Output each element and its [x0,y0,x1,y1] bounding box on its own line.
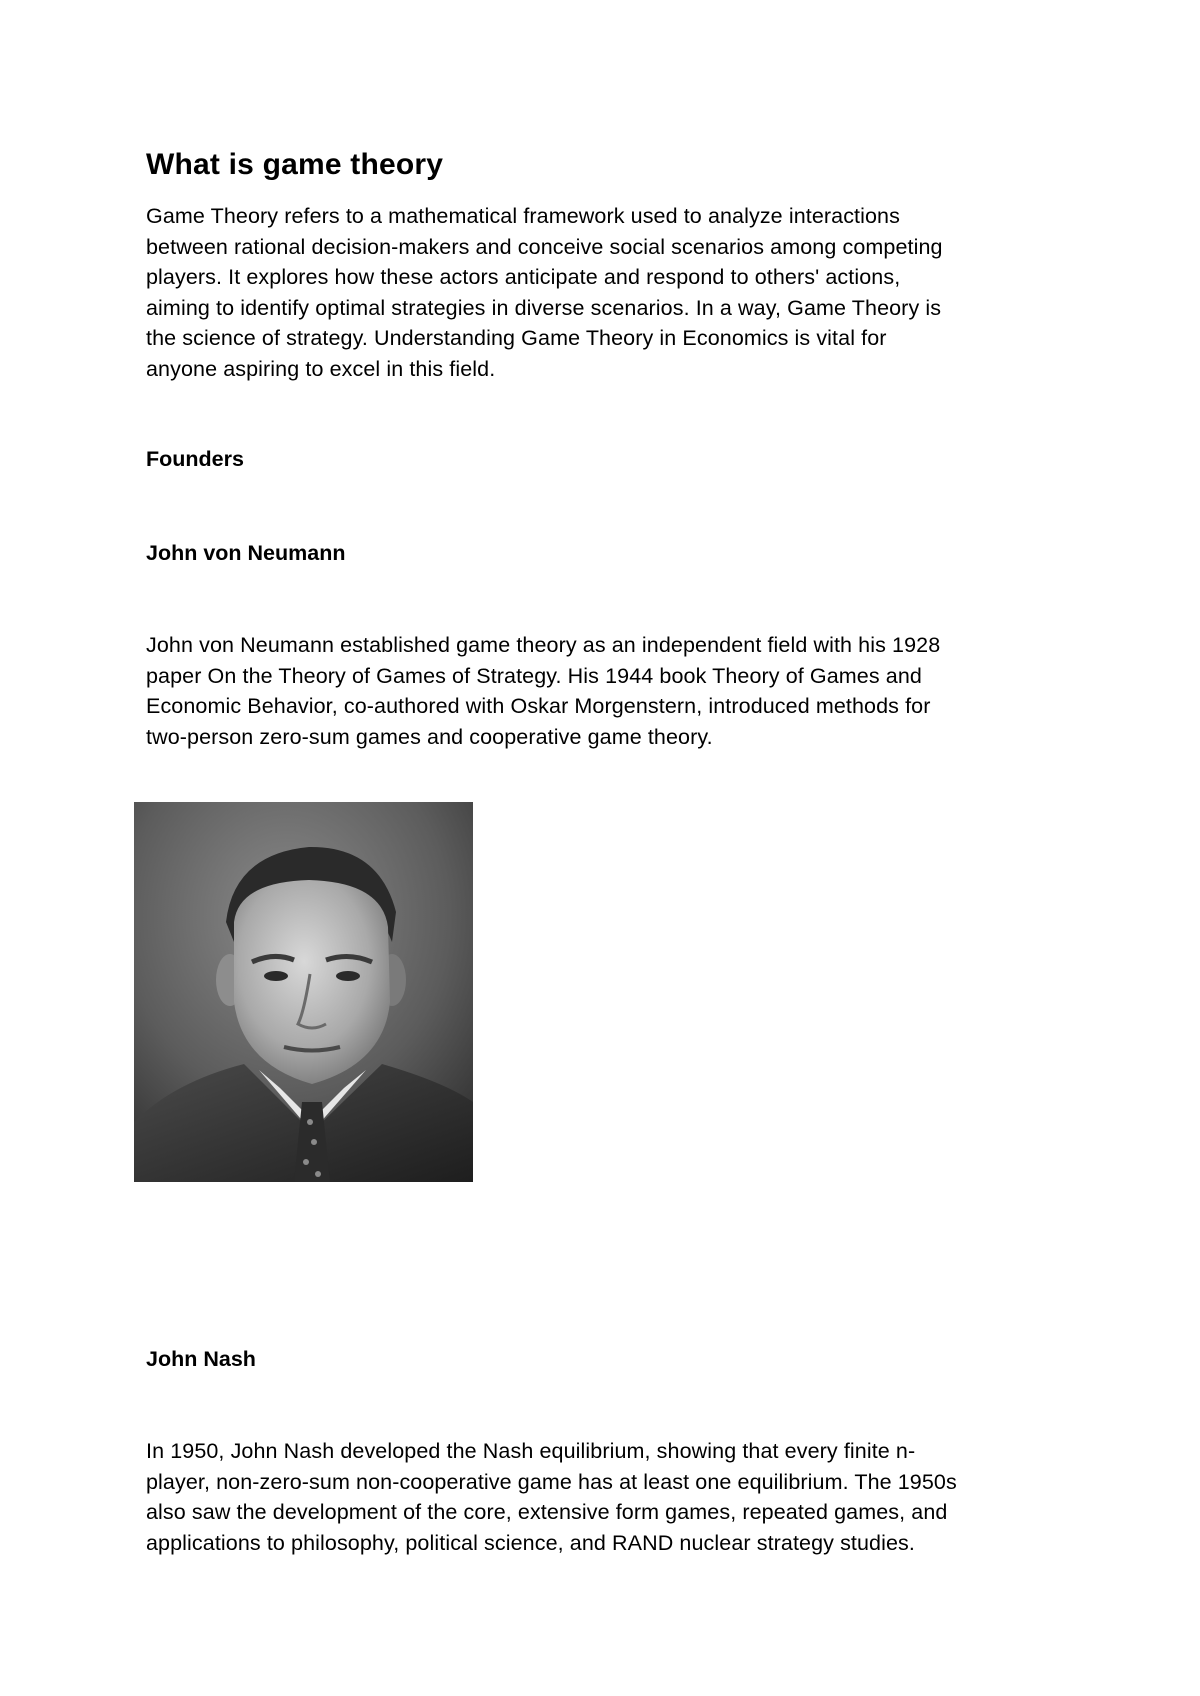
intro-line: players. It explores how these actors anticipate and respond to others' actions, [146,265,901,289]
intro-line: anyone aspiring to excel in this field. [146,356,496,381]
neumann-heading: John von Neumann [146,541,346,565]
neumann-line: paper On the Theory of Games of Strategy. His 1944 book Theory of Games and [146,663,922,688]
nash-line: player, non-zero-sum non-cooperative game has at least one equilibrium. The 1950s [146,1469,957,1494]
founders-heading: Founders [146,447,244,471]
intro-paragraph [146,201,1046,384]
intro-line: between rational decision-makers and conceive social scenarios among competing [146,234,943,259]
nash-line: applications to philosophy, political science, and RAND nuclear strategy studies. [146,1530,915,1555]
nash-line: also saw the development of the core, extensive form games, repeated games, and [146,1500,948,1524]
neumann-paragraph [146,630,1046,752]
neumann-line: two-person zero-sum games and cooperative game theory. [146,724,713,749]
neumann-line: Economic Behavior, co-authored with Oskar Morgenstern, introduced methods for [146,694,931,718]
page-title: What is game theory [146,148,444,181]
intro-line: the science of strategy. Understanding Game Theory in Economics is vital for [146,326,887,350]
neumann-portrait-photo [134,802,473,1182]
nash-heading: John Nash [146,1347,256,1371]
intro-line: aiming to identify optimal strategies in diverse scenarios. In a way, Game Theory is [146,295,942,320]
nash-line: In 1950, John Nash developed the Nash equilibrium, showing that every finite n- [146,1439,916,1463]
intro-line: Game Theory refers to a mathematical framework used to analyze interactions [146,204,900,228]
neumann-line: John von Neumann established game theory as an independent field with his 1928 [146,633,941,657]
nash-paragraph [146,1436,1046,1558]
